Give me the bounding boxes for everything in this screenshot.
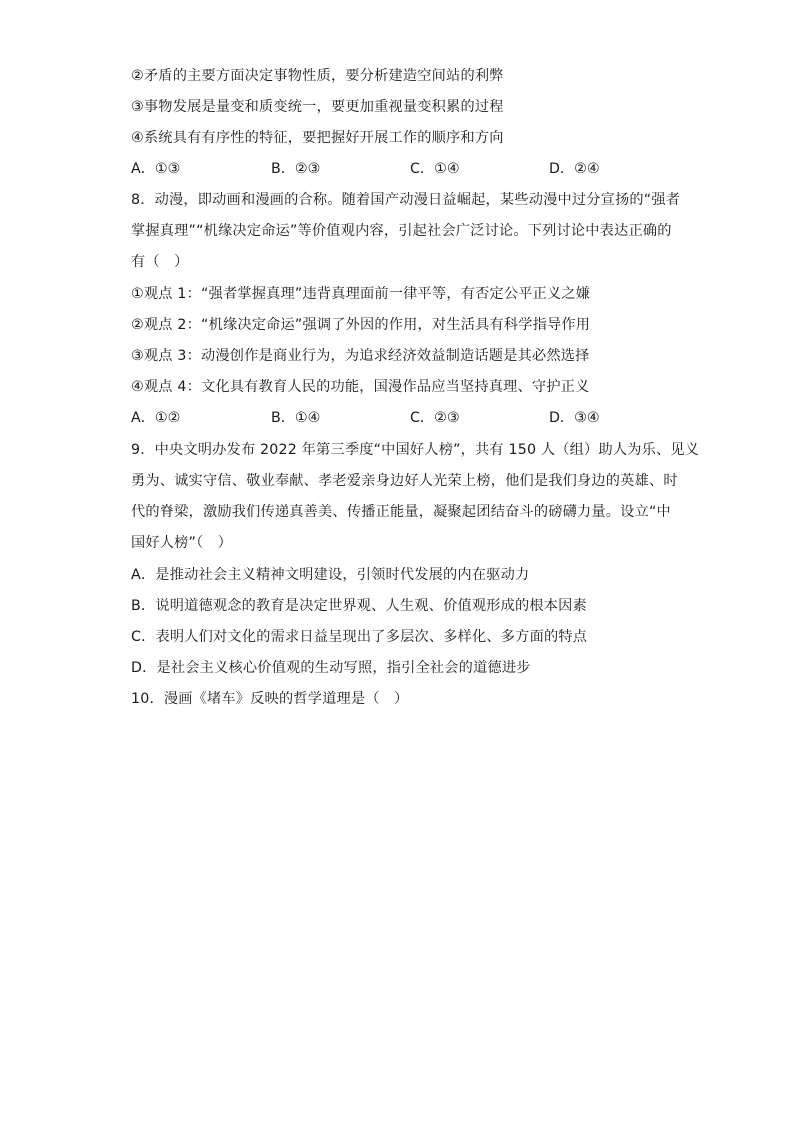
q8-statement-2: ②观点 2：“机缘决定命运”强调了外因的作用，对生活具有科学指导作用 [131, 317, 591, 333]
q9-option-a: A．是推动社会主义精神文明建设，引领时代发展的内在驱动力 [131, 567, 530, 583]
q9-option-b: B．说明道德观念的教育是决定世界观、人生观、价值观形成的根本因素 [131, 598, 587, 614]
q9-stem-line-2: 勇为、诚实守信、敬业奉献、孝老爱亲身边好人光荣上榜，他们是我们身边的英雄、时 [131, 473, 678, 489]
q7-option-b: B．②③ [271, 161, 321, 177]
q7-option-c: C．①④ [410, 161, 460, 177]
q8-option-d: D．③④ [549, 410, 600, 426]
q9-option-d: D．是社会主义核心价值观的生动写照，指引全社会的道德进步 [131, 660, 531, 676]
q8-option-c: C．②③ [410, 410, 460, 426]
q7-statement-3: ③事物发展是量变和质变统一，要更加重视量变积累的过程 [131, 99, 504, 115]
q8-stem-line-1: 8．动漫，即动画和漫画的合称。随着国产动漫日益崛起，某些动漫中过分宣扬的“强者 [131, 192, 681, 208]
q7-option-d: D．②④ [549, 161, 600, 177]
q7-option-a: A．①③ [131, 161, 181, 177]
q9-stem-line-3: 代的脊梁，激励我们传递真善美、传播正能量，凝聚起团结奋斗的磅礴力量。设立“中 [131, 504, 671, 520]
q9-stem-line-1: 9．中央文明办发布 2022 年第三季度“中国好人榜”，共有 150 人（组）助人为乐、见义 [131, 442, 700, 458]
q8-option-a: A．①② [131, 410, 181, 426]
q9-option-c: C．表明人们对文化的需求日益呈现出了多层次、多样化、多方面的特点 [131, 629, 588, 645]
q8-stem-line-3: 有（ ） [131, 254, 189, 270]
q8-stem-line-2: 掌握真理”“机缘决定命运”等价值观内容，引起社会广泛讨论。下列讨论中表达正确的 [131, 223, 672, 239]
q7-statement-2: ②矛盾的主要方面决定事物性质，要分析建造空间站的利弊 [131, 68, 504, 84]
q8-statement-4: ④观点 4：文化具有教育人民的功能，国漫作品应当坚持真理、守护正义 [131, 379, 590, 395]
q10-stem: 10．漫画《堵车》反映的哲学道理是（ ） [131, 691, 409, 707]
q9-stem-line-4: 国好人榜”（ ） [131, 535, 233, 551]
q8-statement-3: ③观点 3：动漫创作是商业行为，为追求经济效益制造话题是其必然选择 [131, 348, 590, 364]
q7-statement-4: ④系统具有有序性的特征，要把握好开展工作的顺序和方向 [131, 130, 504, 146]
q8-statement-1: ①观点 1：“强者掌握真理”违背真理面前一律平等，有否定公平正义之嫌 [131, 286, 591, 302]
q8-option-b: B．①④ [271, 410, 321, 426]
